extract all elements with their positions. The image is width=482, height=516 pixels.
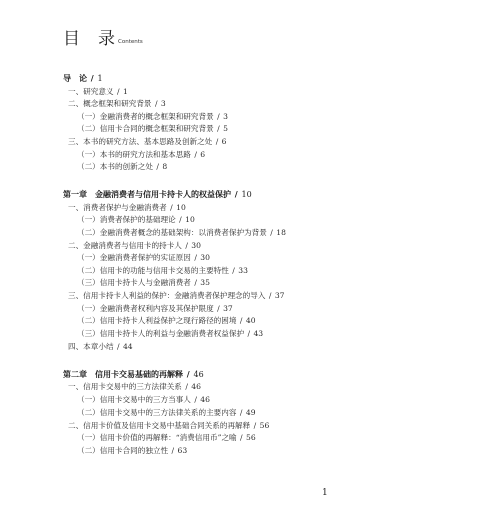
toc-entry-page: 40	[245, 316, 256, 325]
toc-intro-entry	[63, 74, 103, 84]
toc-entry-title: （二）信用卡交易中的三方法律关系的主要内容	[77, 407, 237, 417]
toc-entry-page: 46	[191, 382, 201, 391]
toc-separator: /	[176, 214, 185, 224]
toc-separator: /	[88, 74, 97, 83]
toc-entry	[68, 87, 128, 97]
toc-separator: /	[229, 265, 238, 275]
title-english: Contents	[118, 39, 143, 45]
toc-entry-title: 第一章 金融消费者与信用卡持卡人的权益保护	[63, 189, 231, 199]
toc-entry-page: 8	[162, 162, 168, 171]
toc-entry	[68, 203, 186, 213]
toc-entry-title: （二）信用卡合同的概念框架和研究背景	[77, 124, 214, 133]
toc-entry-title: 一、研究意义	[68, 86, 114, 96]
toc-entry-title: 四、本章小结	[68, 341, 114, 351]
toc-entry	[77, 124, 228, 134]
toc-separator: /	[237, 316, 245, 325]
toc-separator: /	[114, 341, 122, 351]
toc-entry	[77, 266, 248, 276]
toc-separator: /	[245, 329, 253, 338]
toc-entry-page: 3	[160, 99, 166, 108]
toc-chapter-entry	[63, 370, 204, 380]
toc-entry-page: 44	[122, 341, 133, 351]
toc-entry	[77, 253, 210, 263]
toc-entry-page: 6	[200, 149, 206, 159]
toc-entry-page: 30	[200, 252, 210, 262]
toc-separator: /	[214, 124, 223, 133]
toc-entry-title: （一）金融消费者权利内容及其保护限度	[77, 303, 214, 313]
toc-entry-title: 一、信用卡交易中的三方法律关系	[68, 382, 182, 391]
toc-entry-page: 10	[185, 214, 195, 224]
toc-entry	[77, 316, 256, 326]
toc-entry	[68, 241, 201, 251]
toc-entry	[77, 329, 263, 339]
toc-separator: /	[214, 111, 223, 121]
toc-entry	[77, 395, 210, 405]
toc-entry-title: （二）本书的创新之处	[77, 162, 153, 171]
toc-entry	[77, 150, 205, 160]
toc-separator: /	[237, 407, 245, 417]
toc-entry-page: 49	[245, 407, 256, 417]
toc-entry-page: 5	[223, 124, 228, 133]
toc-entry	[77, 278, 210, 288]
toc-separator: /	[169, 446, 177, 455]
toc-entry-page: 1	[122, 86, 128, 96]
toc-entry-title: 二、概念框架和研究背景	[68, 99, 152, 108]
toc-entry-page: 33	[238, 265, 248, 275]
toc-entry-title: （一）金融消费者保护的实证原因	[77, 252, 191, 262]
toc-entry	[77, 228, 286, 238]
toc-entry-page: 30	[191, 240, 201, 250]
toc-separator: /	[167, 202, 176, 212]
toc-separator: /	[182, 240, 191, 250]
toc-entry-page: 46	[193, 369, 204, 379]
toc-entry-title: （三）信用卡持卡人的利益与金融消费者权益保护	[77, 329, 245, 338]
toc-separator: /	[182, 382, 191, 391]
toc-entry	[68, 382, 201, 392]
toc-entry-title: 第二章 信用卡交易基础的再解释	[63, 369, 183, 379]
toc-entry-title: 导 论	[63, 74, 87, 83]
toc-separator: /	[266, 291, 274, 300]
toc-separator: /	[237, 433, 246, 442]
toc-entry	[77, 433, 256, 443]
toc-entry	[68, 137, 227, 147]
toc-separator: /	[191, 278, 200, 287]
toc-entry-title: （一）信用卡价值的再解释：“消费信用币”之喻	[77, 433, 237, 442]
toc-separator: /	[191, 252, 200, 262]
toc-entry-page: 10	[241, 189, 252, 199]
title-char-lu: 录	[98, 29, 115, 49]
toc-separator: /	[153, 162, 162, 171]
page-number: 1	[322, 488, 328, 498]
title-char-mu: 目	[63, 29, 80, 49]
toc-entry-title: （二）信用卡持卡人利益保护之现行路径的困境	[77, 316, 237, 325]
toc-entry-page: 3	[223, 111, 228, 121]
toc-entry	[68, 99, 166, 109]
toc-entry	[68, 421, 269, 431]
toc-entry-title: （一）消费者保护的基础理论	[77, 214, 176, 224]
toc-entry-page: 46	[200, 395, 210, 404]
toc-entry-title: 二、金融消费者与信用卡的持卡人	[68, 240, 182, 250]
toc-separator: /	[152, 99, 160, 108]
toc-entry	[77, 408, 256, 418]
toc-entry	[77, 304, 233, 314]
toc-entry-title: （二）信用卡的功能与信用卡交易的主要特性	[77, 265, 229, 275]
toc-separator: /	[114, 86, 122, 96]
toc-separator: /	[232, 189, 241, 199]
toc-entry-page: 43	[253, 329, 264, 338]
toc-separator: /	[191, 395, 200, 404]
toc-entry-page: 1	[97, 74, 103, 83]
toc-entry-page: 10	[176, 202, 186, 212]
toc-entry-title: 二、信用卡价值及信用卡交易中基础合同关系的再解释	[68, 420, 251, 430]
toc-entry-title: （一）信用卡交易中的三方当事人	[77, 395, 191, 404]
toc-separator: /	[184, 369, 193, 379]
toc-entry-title: （三）信用卡持卡人与金融消费者	[77, 278, 191, 287]
toc-entry-title: （二）信用卡合同的独立性	[77, 446, 169, 455]
toc-entry-title: 三、本书的研究方法、基本思路及创新之处	[68, 137, 213, 146]
toc-entry	[68, 291, 285, 301]
toc-entry-page: 37	[274, 291, 285, 300]
toc-entry	[68, 342, 133, 352]
toc-chapter-entry	[63, 190, 252, 200]
toc-entry-title: （一）金融消费者的概念框架和研究背景	[77, 111, 214, 121]
toc-entry	[77, 446, 187, 456]
toc-entry-title: （一）本书的研究方法和基本思路	[77, 149, 191, 159]
toc-separator: /	[267, 227, 276, 237]
toc-separator: /	[251, 420, 259, 430]
toc-separator: /	[191, 149, 200, 159]
toc-entry-page: 37	[223, 303, 233, 313]
toc-entry-page: 18	[276, 227, 286, 237]
toc-separator: /	[213, 137, 221, 146]
toc-entry-page: 56	[246, 433, 256, 442]
toc-entry-page: 56	[259, 420, 270, 430]
toc-entry-page: 6	[221, 137, 227, 146]
toc-entry	[77, 215, 195, 225]
toc-entry-title: 一、消费者保护与金融消费者	[68, 202, 167, 212]
toc-entry-page: 35	[200, 278, 210, 287]
toc-entry-page: 63	[177, 446, 188, 455]
toc-entry	[77, 162, 167, 172]
toc-separator: /	[214, 303, 223, 313]
toc-entry	[77, 112, 228, 122]
toc-entry-title: （二）金融消费者概念的基础架构：以消费者保护为背景	[77, 227, 267, 237]
toc-entry-title: 三、信用卡持卡人利益的保护：金融消费者保护理念的导入	[68, 291, 266, 300]
